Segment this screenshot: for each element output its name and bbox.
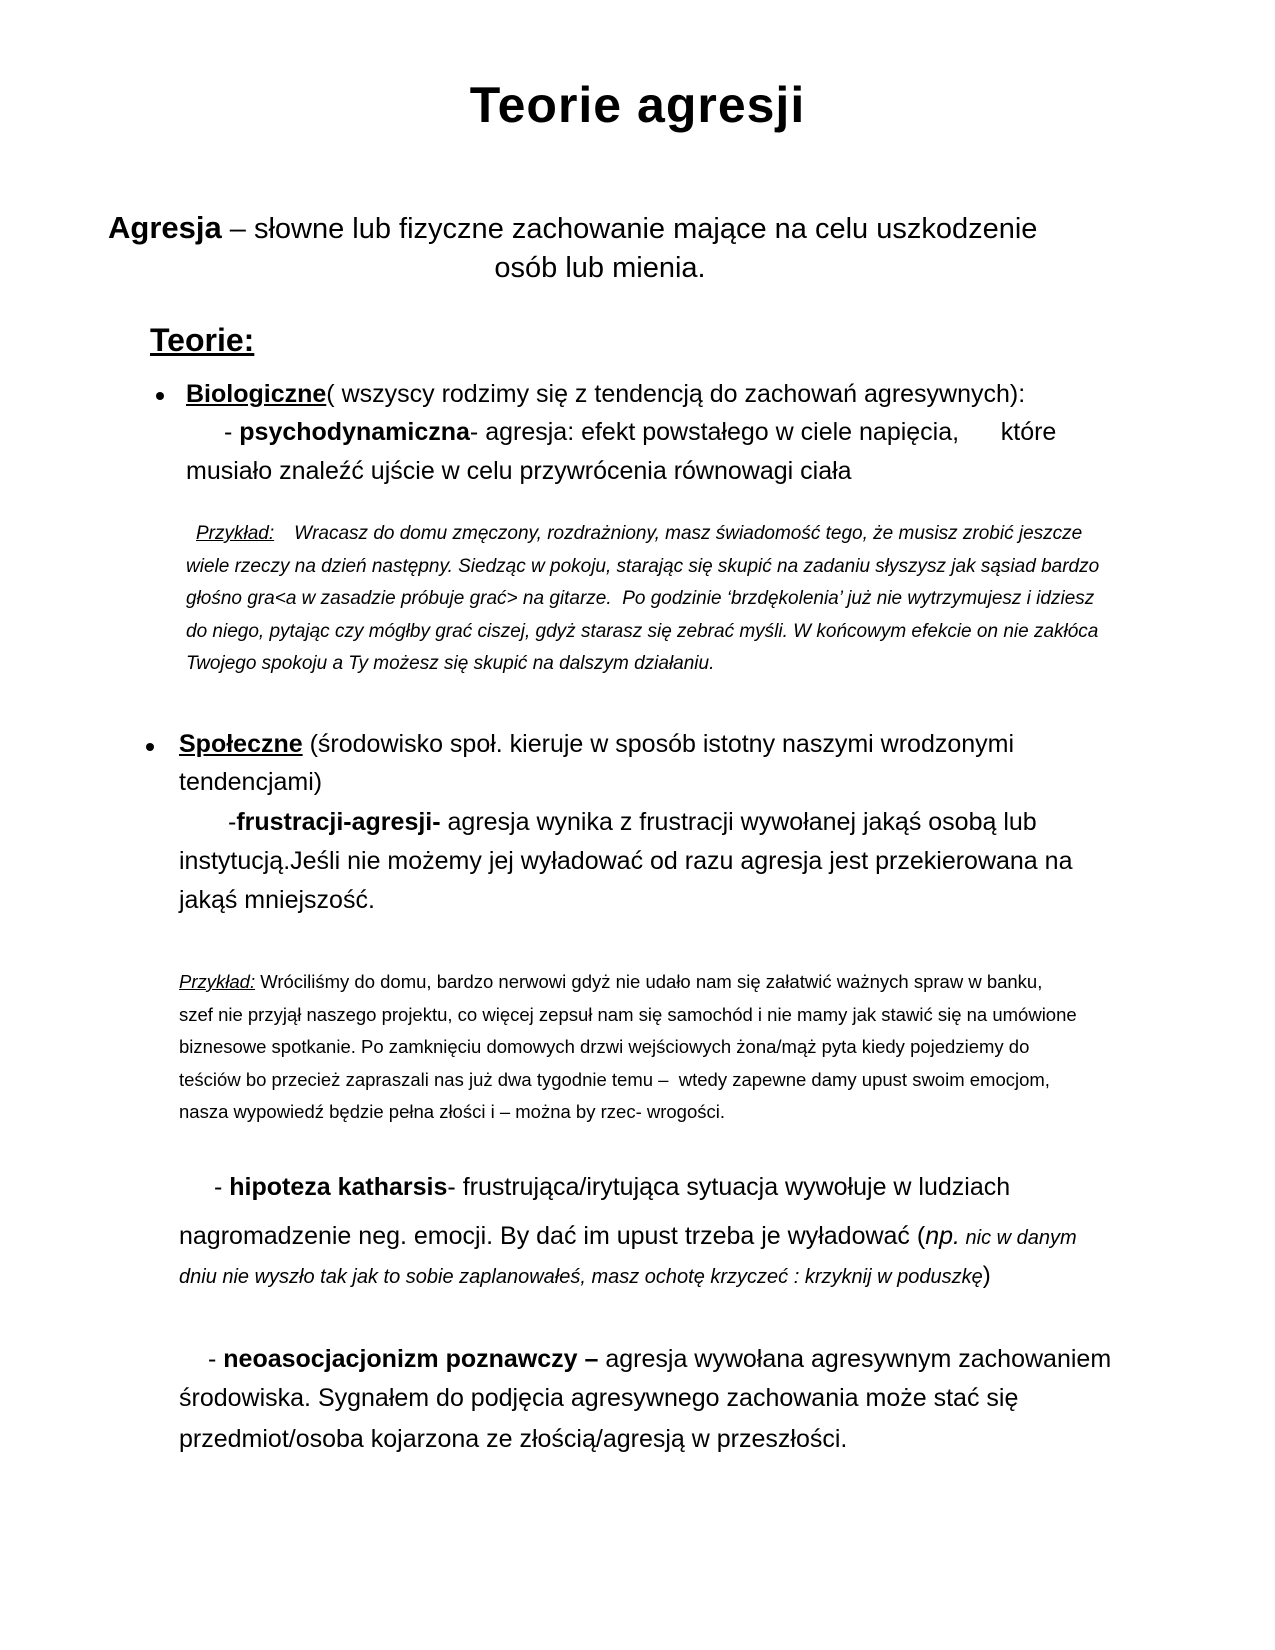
biological-heading: Biologiczne (186, 380, 327, 408)
frustration-rest: agresja wynika z frustracji wywołanej jakąś osobą lub (440, 808, 1037, 836)
social-example-line-4: teściów bo przecież zapraszali nas już dwa tygodnie temu – wtedy zapewne damy upust swoim emocjom, (179, 1068, 1050, 1090)
social-example-label: Przykład: (179, 971, 256, 992)
social-example-line-5: nasza wypowiedź będzie pełna złości i – można by rzec- wrogości. (179, 1101, 726, 1122)
neo-line-3: przedmiot/osoba kojarzona ze złością/agresją w przeszłości. (179, 1425, 848, 1453)
biological-example (186, 518, 1186, 681)
psychodynamic-line-2: musiało znaleźć ujście w celu przywrócenia równowagi ciała (186, 457, 852, 485)
biological-example-label: Przykład: (196, 523, 275, 544)
biological-example-line-3: głośno gra<a w zasadzie próbuje grać> na gitarze. Po godzinie ‘brzdękolenia’ już nie wytrzymujesz i idziesz (186, 588, 1095, 609)
biological-example-line-2: wiele rzeczy na dzień następny. Siedząc w pokoju, starając się skupić na zadaniu słyszysz jak sąsiad bardzo (186, 555, 1100, 577)
section-title: Teorie: (150, 322, 255, 358)
frustration-term: frustracji-agresji- (236, 808, 441, 836)
social-example-text-1: Wróciliśmy do domu, bardzo nerwowi gdyż nie udało nam się załatwić ważnych spraw w banku, (255, 971, 1043, 992)
social-example-line-1 (179, 966, 1179, 999)
biological-example-text-1: Wracasz do domu zmęczony, rozdrażniony, masz świadomość tego, że musisz zrobić jeszcze (294, 523, 1083, 544)
biological-example-line-1 (186, 518, 1186, 551)
page-title: Teorie agresji (469, 77, 806, 133)
social-example-line-3: biznesowe spotkanie. Po zamknięciu domowych drzwi wejściowych żona/mąż pyta kiedy pojedziemy do (179, 1036, 1030, 1057)
bullet-biological (156, 392, 164, 400)
neo-prefix: - (208, 1345, 224, 1373)
social-heading-line (179, 724, 1014, 764)
katharsis-rest: - frustrująca/irytująca sytuacja wywołuje w ludziach (447, 1173, 1011, 1201)
katharsis-term: hipoteza katharsis (229, 1173, 448, 1201)
social-example (179, 966, 1179, 1129)
social-heading-line-2: tendencjami) (179, 768, 323, 796)
frustration-prefix: - (228, 808, 237, 836)
social-example-line-2: szef nie przyjął naszego projektu, co więcej zepsuł nam się samochód i nie mamy jak stawić się na umówione (179, 1003, 1077, 1025)
social-heading: Społeczne (179, 730, 303, 758)
katharsis-line-2-italic: nic w danym (959, 1227, 1077, 1249)
frustration-line-3: jakąś mniejszość. (179, 886, 375, 914)
frustration-line-2: instytucją.Jeśli nie możemy jej wyładować od razu agresja jest przekierowana na (179, 847, 1073, 875)
definition-text: – słowne lub fizyczne zachowanie mające na celu uszkodzenie (221, 213, 1038, 245)
katharsis-prefix: - (214, 1173, 230, 1201)
neo-dash: – (577, 1345, 599, 1373)
neo-term: neoasocjacjonizm poznawczy (223, 1345, 578, 1373)
definition-line-1 (108, 202, 1037, 255)
psychodynamic-term: psychodynamiczna (239, 418, 470, 446)
katharsis-line (214, 1167, 1010, 1207)
social-heading-rest: (środowisko społ. kieruje w sposób istotny naszymi wrodzonymi (302, 730, 1015, 758)
neo-rest: agresja wywołana agresywnym zachowaniem (598, 1345, 1112, 1373)
biological-example-line-4: do niego, pytając czy mógłby grać ciszej, gdyż starasz się zebrać myśli. W końcowym efekcie on nie zakłóca (186, 620, 1099, 642)
frustration-line (228, 802, 1037, 842)
definition-line-2: osób lub mienia. (494, 252, 706, 284)
psychodynamic-line (224, 412, 1056, 452)
katharsis-line-2 (179, 1216, 1077, 1258)
katharsis-np: np. (925, 1222, 960, 1250)
biological-example-line-5: Twojego spokoju a Ty możesz się skupić na dalszym działaniu. (186, 653, 715, 674)
bullet-social (146, 743, 154, 751)
psychodynamic-prefix: - (224, 418, 240, 446)
katharsis-close: ) (982, 1262, 991, 1289)
katharsis-line-3-text: dniu nie wyszło tak jak to sobie zaplanowałeś, masz ochotę krzyczeć : krzyknij w poduszkę (179, 1266, 983, 1288)
neo-line (208, 1339, 1111, 1379)
katharsis-line-2-text: nagromadzenie neg. emocji. By dać im upust trzeba je wyładować ( (179, 1222, 926, 1250)
biological-heading-line (186, 374, 1025, 414)
biological-heading-rest: ( wszyscy rodzimy się z tendencją do zachowań agresywnych): (326, 380, 1026, 408)
katharsis-line-3 (179, 1258, 991, 1295)
definition-term: Agresja (108, 210, 222, 245)
psychodynamic-rest: - agresja: efekt powstałego w ciele napięcia, które (469, 418, 1057, 446)
neo-line-2: środowiska. Sygnałem do podjęcia agresywnego zachowania może stać się (179, 1384, 1019, 1412)
